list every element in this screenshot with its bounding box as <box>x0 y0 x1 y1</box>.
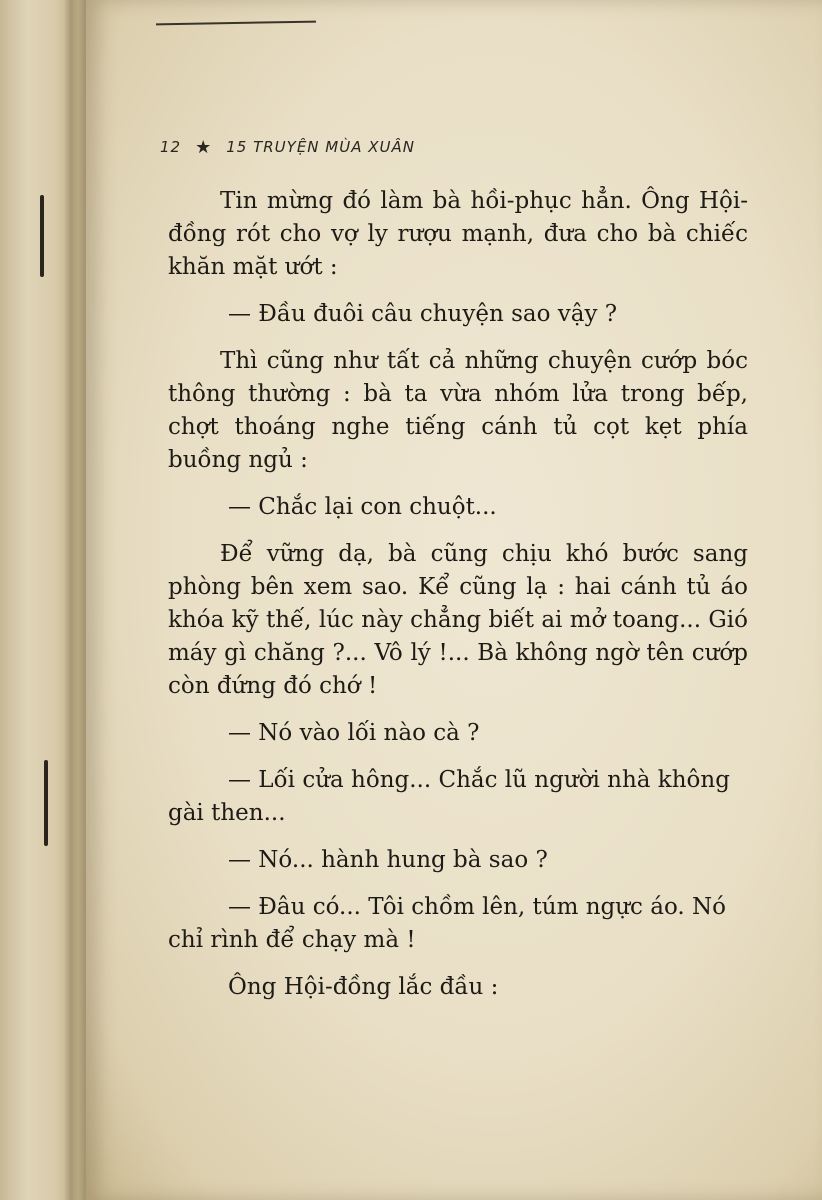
paragraph: Ông Hội-đồng lắc đầu : <box>228 974 499 1000</box>
dialogue-line: — Đầu đuôi câu chuyện sao vậy ? <box>228 301 618 327</box>
star-icon: ★ <box>195 136 213 158</box>
paragraph: Tin mừng đó làm bà hồi-phục hẳn. Ông Hội-đồng rót cho vợ ly rượu mạnh, đưa cho bà chiếc khăn mặt ướt : <box>168 188 748 280</box>
dialogue-line: — Nó vào lối nào cà ? <box>228 720 480 746</box>
staple-top <box>40 195 44 277</box>
running-header <box>160 134 580 160</box>
spine-crease <box>64 0 78 1200</box>
dialogue-line: — Chắc lại con chuột... <box>228 494 497 520</box>
pen-mark <box>156 21 316 26</box>
page-number: 12 <box>160 138 182 156</box>
dialogue-line: — Đâu có... Tôi chồm lên, túm ngực áo. Nó chỉ rình để chạy mà ! <box>168 894 727 953</box>
dialogue-line: — Lối cửa hông... Chắc lũ người nhà không gài then... <box>168 767 730 826</box>
book-title: 15 TRUYỆN MÙA XUÂN <box>226 138 415 156</box>
staple-bottom <box>44 760 48 846</box>
paragraph: Để vững dạ, bà cũng chịu khó bước sang phòng bên xem sao. Kể cũng lạ : hai cánh tủ áo khóa kỹ thế, lúc này chẳng biết ai mở toang... Gió máy gì chăng ?... Vô lý !... Bà không ngờ tên cướp còn đứng đó chớ ! <box>168 541 748 699</box>
paragraph: Thì cũng như tất cả những chuyện cướp bóc thông thường : bà ta vừa nhóm lửa trong bếp, chợt thoáng nghe tiếng cánh tủ cọt kẹt phía buồng ngủ : <box>168 348 748 473</box>
dialogue-line: — Nó... hành hung bà sao ? <box>228 847 548 873</box>
book-page <box>86 0 822 1200</box>
book-spine <box>0 0 92 1200</box>
page-body <box>168 185 748 1018</box>
